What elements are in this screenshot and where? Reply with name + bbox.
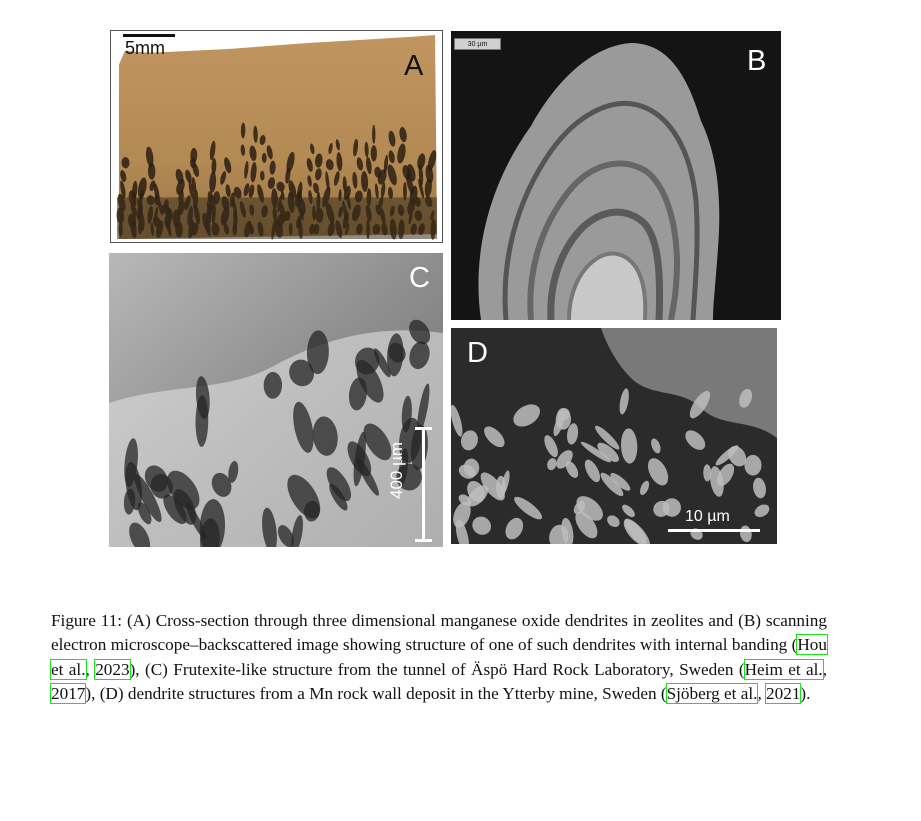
sem-backscattered-image — [451, 31, 781, 320]
scale-bar-cap — [415, 539, 432, 542]
scale-bar-label: 30 µm — [454, 38, 501, 50]
scale-bar-cap — [415, 427, 432, 430]
caption-text: , — [822, 659, 828, 679]
figure-panel-c — [109, 253, 443, 547]
citation-link[interactable]: Hou et al. — [51, 635, 827, 679]
caption-text: ). — [800, 683, 811, 703]
scale-bar — [668, 529, 760, 532]
caption-text: ), (D) dendrite structures from a Mn rock wall deposit in the Ytterby mine, Sweden ( — [85, 683, 667, 703]
scale-bar-label: 10 µm — [685, 508, 730, 525]
figure-panel-d — [451, 328, 777, 544]
caption-text: (A) Cross-section through three dimensional manganese oxide dendrites in zeolites and (B) scanning electron microscope–backscattered image showing structure of one of such dendrites with internal banding ( — [51, 611, 827, 655]
citation-year-link[interactable]: 2021 — [766, 683, 801, 703]
dendrite-cross-section-image — [111, 31, 442, 242]
frutexite-microscope-image — [109, 253, 443, 547]
figure-label: Figure 11: — [51, 611, 123, 630]
caption-text: , — [757, 683, 767, 703]
citation-link[interactable]: Heim et al. — [744, 659, 823, 679]
panel-label-b: B — [747, 45, 767, 77]
citation-year-link[interactable]: 2023 — [95, 659, 130, 679]
figure-caption — [51, 609, 827, 706]
caption-text: , — [85, 659, 96, 679]
citation-link[interactable]: Sjöberg et al. — [666, 683, 758, 703]
panel-label-d: D — [467, 337, 488, 369]
citation-year-link[interactable]: 2017 — [51, 683, 86, 703]
figure-panel-b — [451, 31, 781, 320]
panel-label-c: C — [409, 262, 430, 294]
scale-bar-label: 5mm — [125, 38, 165, 58]
scale-bar — [422, 429, 425, 541]
figure-panel-a — [110, 30, 443, 243]
caption-text: ), (C) Frutexite-like structure from the tunnel of Äspö Hard Rock Laboratory, Sweden ( — [129, 659, 745, 679]
scale-bar — [123, 34, 175, 37]
scale-bar-label: 400 µm — [387, 441, 406, 499]
panel-label-a: A — [404, 50, 424, 82]
